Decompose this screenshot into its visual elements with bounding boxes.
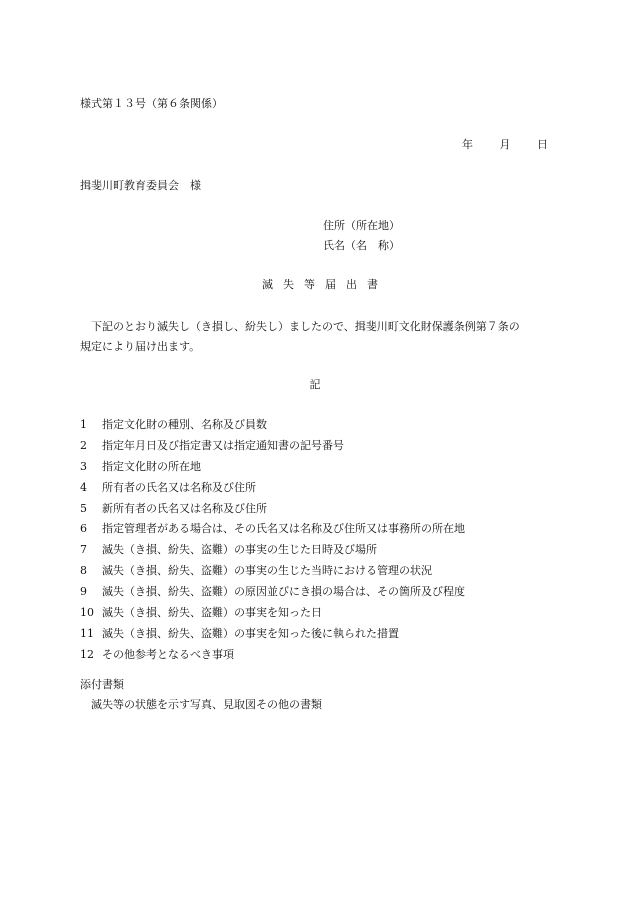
attachments-heading: 添付書類 bbox=[80, 678, 124, 691]
item-text: 滅失（き損、紛失、盗難）の事実の生じた日時及び場所 bbox=[102, 543, 377, 557]
item-text: 滅失（き損、紛失、盗難）の事実を知った後に執られた措置 bbox=[102, 626, 399, 640]
item-list bbox=[80, 418, 465, 669]
date-day: 日 bbox=[537, 138, 548, 151]
date-year: 年 bbox=[462, 138, 473, 151]
list-item bbox=[80, 481, 465, 502]
item-number: 4 bbox=[80, 480, 87, 494]
list-item bbox=[80, 522, 465, 543]
item-number: 6 bbox=[80, 522, 87, 536]
list-item bbox=[80, 627, 465, 648]
item-number: 1 bbox=[80, 418, 87, 431]
item-number: 2 bbox=[80, 438, 87, 452]
list-item bbox=[80, 543, 465, 564]
body-text-line-1: 下記のとおり滅失し（き損し、紛失し）ましたので、揖斐川町文化財保護条例第７条の bbox=[91, 320, 520, 333]
item-number: 10 bbox=[80, 606, 94, 620]
item-number: 5 bbox=[80, 501, 87, 515]
item-text: 指定文化財の種別、名称及び員数 bbox=[102, 418, 267, 431]
document-title: 滅失等届出書 bbox=[262, 278, 388, 291]
item-text: 新所有者の氏名又は名称及び住所 bbox=[102, 501, 267, 515]
date-line bbox=[462, 138, 548, 152]
body-text-line-2: 規定により届け出ます。 bbox=[80, 340, 201, 353]
address-label: 住所（所在地） bbox=[323, 219, 400, 232]
list-item bbox=[80, 606, 465, 627]
list-item bbox=[80, 585, 465, 606]
item-text: その他参考となるべき事項 bbox=[102, 647, 234, 661]
form-number: 様式第１３号（第６条関係） bbox=[80, 97, 223, 110]
ki-heading: 記 bbox=[309, 378, 321, 391]
item-text: 指定管理者がある場合は、その氏名又は名称及び住所又は事務所の所在地 bbox=[102, 522, 465, 536]
item-number: 12 bbox=[80, 647, 94, 661]
list-item bbox=[80, 439, 465, 460]
item-text: 滅失（き損、紛失、盗難）の事実の生じた当時における管理の状況 bbox=[102, 564, 432, 578]
item-number: 9 bbox=[80, 585, 87, 599]
item-number: 3 bbox=[80, 459, 87, 473]
name-label: 氏名（名 称） bbox=[323, 239, 400, 252]
item-number: 7 bbox=[80, 543, 87, 557]
item-number: 11 bbox=[80, 626, 94, 640]
item-text: 滅失（き損、紛失、盗難）の事実を知った日 bbox=[102, 606, 322, 620]
item-text: 滅失（き損、紛失、盗難）の原因並びにき損の場合は、その箇所及び程度 bbox=[102, 585, 465, 599]
list-item bbox=[80, 460, 465, 481]
list-item bbox=[80, 564, 465, 585]
list-item bbox=[80, 418, 465, 439]
list-item bbox=[80, 648, 465, 669]
date-month: 月 bbox=[499, 138, 511, 151]
item-number: 8 bbox=[80, 564, 87, 578]
attachments-item: 滅失等の状態を示す写真、見取図その他の書類 bbox=[91, 698, 322, 711]
item-text: 指定文化財の所在地 bbox=[102, 459, 201, 473]
list-item bbox=[80, 502, 465, 523]
item-text: 所有者の氏名又は名称及び住所 bbox=[102, 480, 256, 494]
recipient: 揖斐川町教育委員会 様 bbox=[80, 179, 201, 192]
item-text: 指定年月日及び指定書又は指定通知書の記号番号 bbox=[102, 438, 344, 452]
